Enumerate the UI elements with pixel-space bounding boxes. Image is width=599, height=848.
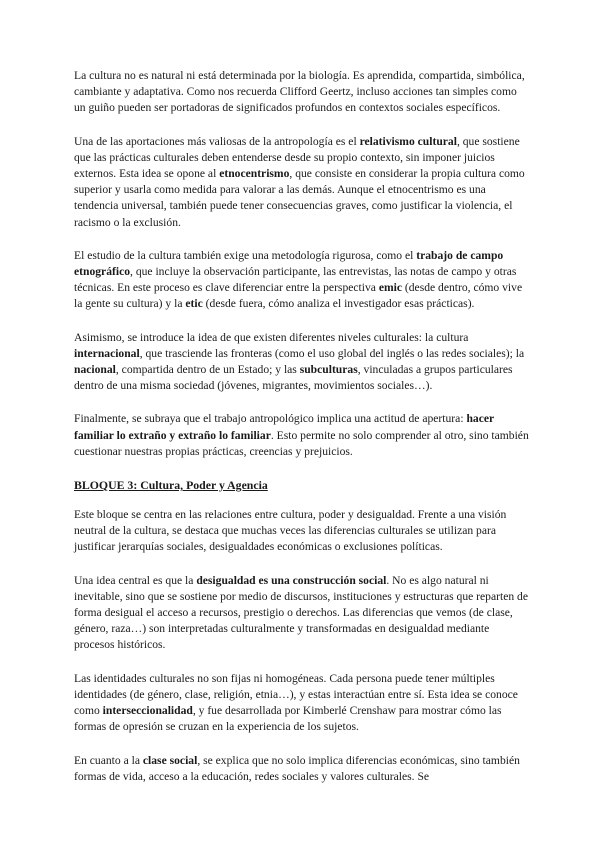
bold-term: clase social bbox=[142, 753, 198, 767]
text-run: Este bloque se centra en las relaciones entre cultura, poder y desigualdad. Frente a una visión neutral de la cultura, se destaca que muchas veces las diferencias culturales se utilizan para justificar jerarquías sociales, desigualdades económicas o exclusiones políticas. bbox=[74, 508, 507, 554]
body-paragraph bbox=[74, 248, 529, 313]
text-run: Asimismo, se introduce la idea de que existen diferentes niveles culturales: la cultura bbox=[74, 330, 469, 344]
text-run: BLOQUE 3: Cultura, Poder y Agencia bbox=[74, 478, 268, 493]
bold-term: desigualdad es una construcción social bbox=[196, 573, 387, 587]
text-run: (desde dentro, cómo vive la gente su cultura) y la bbox=[74, 281, 523, 311]
bold-term: etnocentrismo bbox=[219, 167, 290, 181]
bold-term: hacer familiar lo extraño y extraño lo familiar bbox=[74, 412, 494, 442]
text-run: , y fue desarrollada por Kimberlé Crenshaw para mostrar cómo las formas de opresión se cruzan en la experiencia de los sujetos. bbox=[74, 704, 502, 734]
body-paragraph bbox=[74, 753, 529, 785]
bold-term: subculturas bbox=[299, 363, 358, 377]
text-run: En cuanto a la bbox=[74, 753, 143, 767]
text-run: Las identidades culturales no son fijas ni homogéneas. Cada persona puede tener múltiples identidades (de género, clase, religión, etnia…), y estas interactúan entre sí. Esta idea se conoce como bbox=[74, 671, 518, 718]
body-paragraph bbox=[74, 671, 529, 736]
bold-term: internacional bbox=[74, 346, 140, 360]
text-run: La cultura no es natural ni está determinada por la biología. Es aprendida, compartida, simbólica, cambiante y adaptativa. Como nos recuerda Clifford Geertz, incluso acciones tan simples como un guiño pueden ser portadoras de significados profundos en contextos sociales específicos. bbox=[74, 69, 525, 115]
body-paragraph bbox=[74, 134, 529, 231]
body-paragraph bbox=[74, 330, 529, 395]
text-run: , que sostiene que las prácticas culturales deben entenderse desde su propio contexto, sin imponer juicios externos. Esta idea se opone al bbox=[74, 134, 520, 181]
body-paragraph bbox=[74, 573, 529, 654]
text-run: , compartida dentro de un Estado; y las bbox=[115, 363, 300, 377]
text-run: , que trasciende las fronteras (como el uso global del inglés o las redes sociales); la bbox=[139, 346, 525, 360]
text-run: El estudio de la cultura también exige una metodología rigurosa, como el bbox=[74, 248, 417, 262]
text-run: , que consiste en considerar la propia cultura como superior y usarla como medida para valorar a las demás. Aunque el etnocentrismo es una tendencia universal, también puede tener consecuencias graves, como justificar la violencia, el racismo o la exclusión. bbox=[74, 167, 525, 229]
text-run: (desde fuera, cómo analiza el investigador esas prácticas). bbox=[202, 297, 475, 311]
text-run: Una idea central es que la bbox=[74, 573, 197, 587]
text-run: Una de las aportaciones más valiosas de la antropología es el bbox=[74, 134, 360, 148]
bold-term: nacional bbox=[74, 363, 116, 377]
body-paragraph bbox=[74, 68, 529, 117]
text-run: Finalmente, se subraya que el trabajo antropológico implica una actitud de apertura: bbox=[74, 412, 467, 426]
text-run: . No es algo natural ni inevitable, sino que se sostiene por medio de discursos, instituciones y estructuras que reparten de forma desigual el acceso a recursos, prestigio o derechos. Las diferencias que vemos (de clase, género, raza…) son interpretadas culturalmente y transformadas en desigualdad mediante procesos históricos. bbox=[74, 573, 528, 652]
text-run: . Esto permite no solo comprender al otro, sino también cuestionar nuestras propias prácticas, creencias y prejuicios. bbox=[74, 428, 529, 458]
bold-term: etic bbox=[185, 297, 203, 311]
body-paragraph bbox=[74, 507, 529, 556]
text-run: , se explica que no solo implica diferencias económicas, sino también formas de vida, acceso a la educación, redes sociales y valores culturales. Se bbox=[74, 753, 520, 783]
bold-term: emic bbox=[378, 281, 402, 295]
section-heading bbox=[74, 477, 529, 493]
bold-term: interseccionalidad bbox=[102, 704, 193, 718]
text-run: , que incluye la observación participante, las entrevistas, las notas de campo y otras técnicas. En este proceso es clave diferenciar entre la perspectiva bbox=[74, 265, 517, 295]
text-run: , vinculadas a grupos particulares dentro de una misma sociedad (jóvenes, migrantes, movimientos sociales…). bbox=[74, 363, 513, 393]
body-paragraph bbox=[74, 411, 529, 460]
bold-term: trabajo de campo etnográfico bbox=[74, 248, 504, 279]
bold-term: relativismo cultural bbox=[359, 134, 457, 148]
